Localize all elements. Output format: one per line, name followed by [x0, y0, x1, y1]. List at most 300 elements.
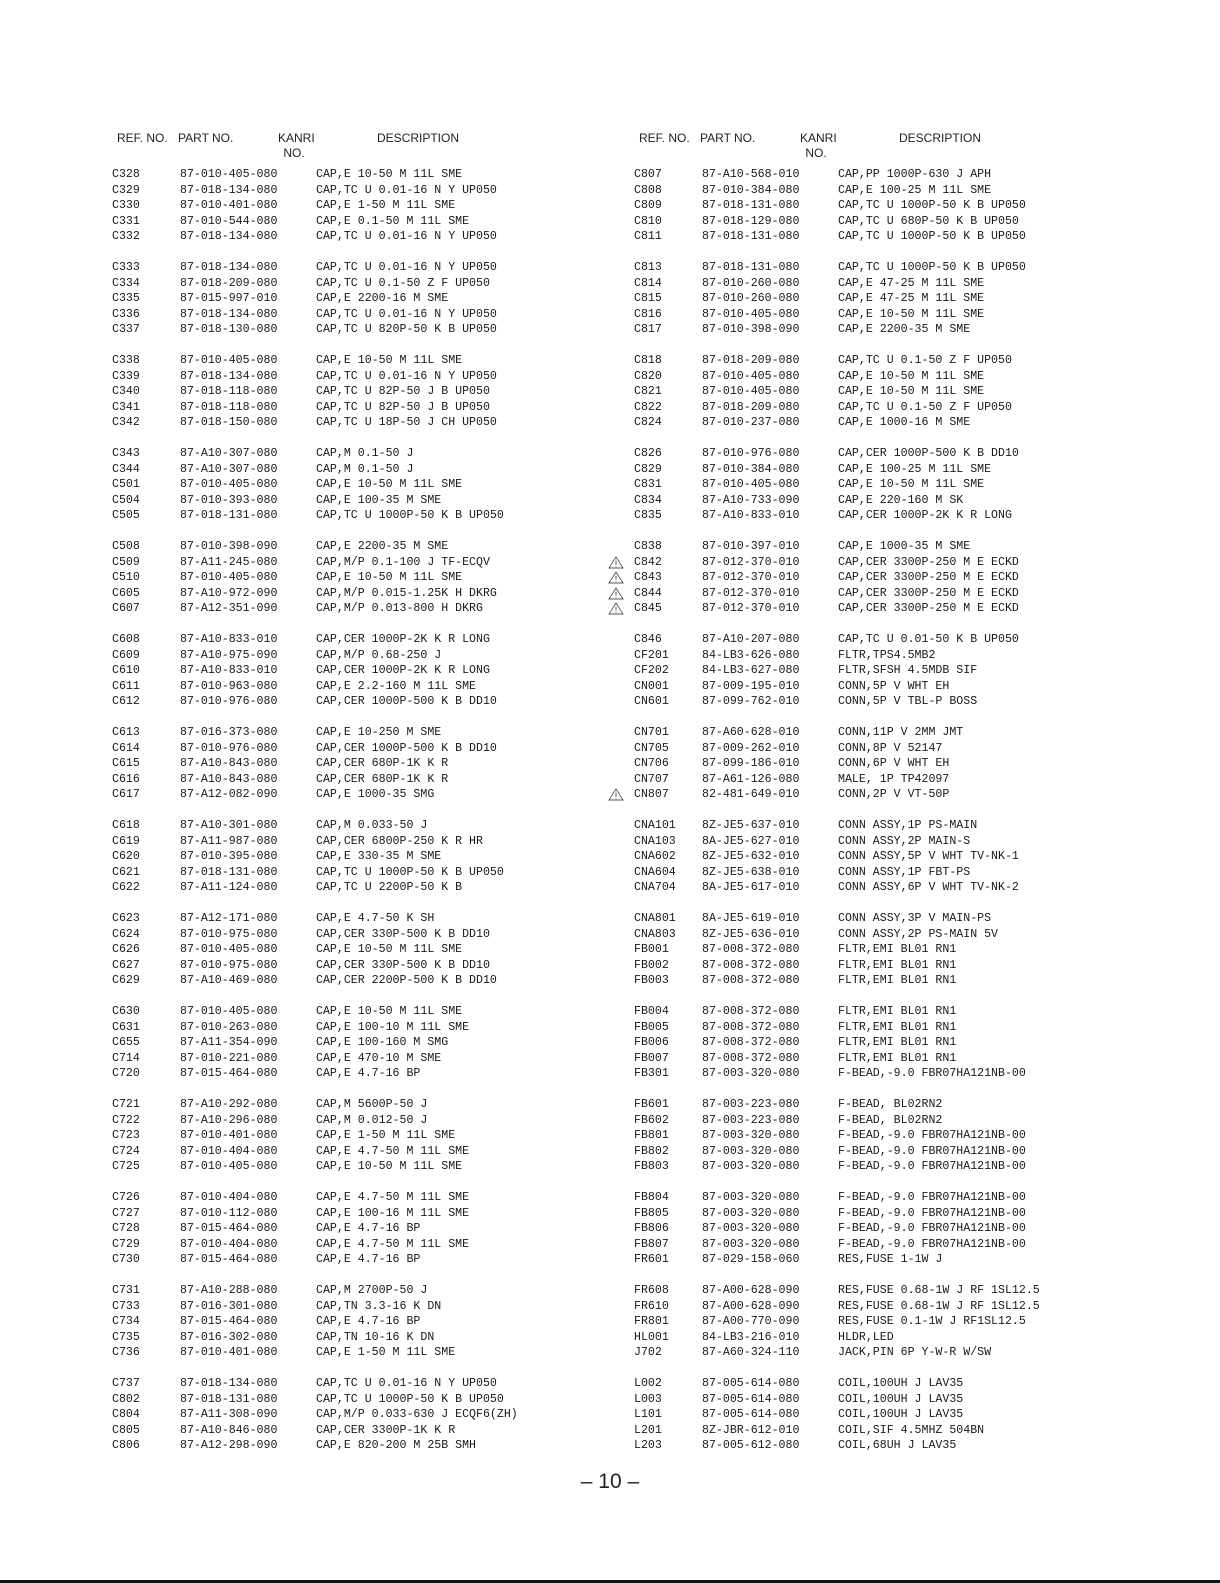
ref-no: C505 [112, 509, 140, 522]
part-no: 87-008-372-080 [702, 958, 800, 972]
part-no: 87-A10-833-010 [702, 509, 800, 522]
part-no: 87-010-405-080 [180, 168, 278, 181]
part-no: 87-010-405-080 [702, 369, 800, 383]
part-no: 87-A00-628-090 [702, 1299, 800, 1313]
parts-column-right [634, 131, 1114, 1469]
part-row [112, 353, 592, 369]
part-row [634, 834, 1114, 850]
part-row [112, 1113, 592, 1129]
header-description: DESCRIPTION [377, 131, 460, 145]
part-no: 87-010-397-010 [702, 540, 800, 553]
description: CAP,TC U 0.1-50 Z F UP050 [838, 400, 1012, 414]
parts-column-left [112, 131, 592, 1469]
part-no: 87-018-134-080 [180, 261, 278, 274]
description: RES,FUSE 0.68-1W J RF 1SL12.5 [838, 1299, 1040, 1313]
ref-no: C737 [112, 1377, 140, 1390]
part-row [634, 276, 1114, 292]
part-no: 87-A00-628-090 [702, 1284, 800, 1297]
part-row [634, 400, 1114, 416]
part-group [112, 353, 592, 431]
part-row [634, 787, 1114, 803]
ref-no: FB004 [634, 1005, 669, 1018]
part-no: 87-010-975-080 [180, 927, 278, 941]
part-no: 87-A12-351-090 [180, 602, 278, 615]
description: CAP,E 10-50 M 11L SME [838, 478, 985, 491]
description: F-BEAD,-9.0 FBR07HA121NB-00 [838, 1067, 1026, 1080]
ref-no: C624 [112, 927, 140, 941]
part-row [634, 601, 1114, 617]
part-no: 87-003-223-080 [702, 1098, 800, 1111]
part-group [112, 539, 592, 617]
part-row [634, 648, 1114, 664]
part-no: 87-A10-975-090 [180, 648, 278, 662]
description: F-BEAD,-9.0 FBR07HA121NB-00 [838, 1222, 1026, 1235]
part-no: 87-A00-770-090 [702, 1315, 800, 1328]
description: FLTR,TPS4.5MB2 [838, 648, 936, 662]
description: CAP,E 4.7-16 BP [316, 1253, 421, 1266]
part-no: 87-A11-245-080 [180, 555, 278, 569]
part-row [112, 1159, 592, 1175]
ref-no: C802 [112, 1392, 140, 1406]
ref-no: C822 [634, 400, 662, 414]
part-row [634, 353, 1114, 369]
part-row [634, 183, 1114, 199]
ref-no: FB007 [634, 1051, 669, 1065]
ref-no: C501 [112, 478, 140, 491]
ref-no: FB301 [634, 1067, 669, 1080]
ref-no: C655 [112, 1036, 140, 1049]
description: HLDR,LED [838, 1330, 894, 1344]
ref-no: C806 [112, 1439, 140, 1452]
description: FLTR,EMI BL01 RN1 [838, 1036, 957, 1049]
description: CAP,E 330-35 M SME [316, 850, 442, 863]
part-row [634, 849, 1114, 865]
part-no: 87-010-976-080 [180, 741, 278, 755]
part-row [634, 446, 1114, 462]
ref-no: C811 [634, 230, 662, 243]
part-group [112, 260, 592, 338]
description: CAP,TC U 1000P-50 K B UP050 [838, 199, 1026, 212]
part-no: 87-010-398-090 [702, 323, 800, 336]
part-row [112, 384, 592, 400]
warning-triangle-icon [608, 571, 624, 584]
ref-no: C509 [112, 555, 140, 569]
part-no: 87-010-237-080 [702, 416, 800, 429]
part-row [112, 1392, 592, 1408]
description: CONN ASSY,2P MAIN-S [838, 834, 971, 848]
ref-no: C729 [112, 1237, 140, 1251]
part-group [112, 632, 592, 710]
part-row [634, 756, 1114, 772]
part-group [112, 1283, 592, 1361]
part-row [112, 1190, 592, 1206]
parts-list-left [112, 167, 592, 1454]
description: JACK,PIN 6P Y-W-R W/SW [838, 1346, 992, 1359]
parts-list-right [634, 167, 1114, 1454]
ref-no: C722 [112, 1113, 140, 1127]
part-no: 87-009-262-010 [702, 741, 800, 755]
part-row [634, 462, 1114, 478]
ref-no: HL001 [634, 1330, 669, 1344]
header-part-no: PART NO. [178, 131, 234, 145]
ref-no: C613 [112, 726, 140, 739]
ref-no: C335 [112, 292, 140, 305]
ref-no: C727 [112, 1206, 140, 1220]
description: CAP,E 4.7-50 M 11L SME [316, 1191, 470, 1204]
part-row [112, 477, 592, 493]
part-group [634, 725, 1114, 803]
part-no: 84-LB3-216-010 [702, 1330, 800, 1344]
part-no: 87-010-976-080 [180, 695, 278, 708]
part-no: 87-099-186-010 [702, 757, 800, 770]
ref-no: CNA801 [634, 912, 676, 925]
part-no: 87-010-405-080 [702, 478, 800, 491]
part-row [112, 880, 592, 896]
part-no: 87-018-150-080 [180, 416, 278, 429]
description: CAP,E 100-25 M 11L SME [838, 462, 992, 476]
part-row [112, 694, 592, 710]
ref-no: C340 [112, 385, 140, 398]
part-row [634, 958, 1114, 974]
part-row [112, 741, 592, 757]
part-row [634, 1020, 1114, 1036]
part-no: 87-008-372-080 [702, 974, 800, 987]
description: F-BEAD,-9.0 FBR07HA121NB-00 [838, 1160, 1026, 1173]
column-header [634, 131, 1114, 167]
description: CAP,E 100-16 M 11L SME [316, 1206, 470, 1220]
ref-no: C820 [634, 369, 662, 383]
part-no: 87-018-131-080 [702, 230, 800, 243]
ref-no: CN001 [634, 679, 669, 693]
part-row [634, 942, 1114, 958]
part-no: 87-018-131-080 [702, 261, 800, 274]
ref-no: CNA103 [634, 834, 676, 848]
part-no: 87-018-131-080 [180, 509, 278, 522]
ref-no: C816 [634, 307, 662, 321]
part-row [112, 1035, 592, 1051]
header-kanri-no: NO. [283, 146, 305, 160]
part-no: 8Z-JE5-632-010 [702, 850, 800, 863]
description: CAP,E 10-50 M 11L SME [316, 1160, 463, 1173]
description: CAP,TC U 0.01-16 N Y UP050 [316, 1377, 497, 1390]
part-row [112, 493, 592, 509]
part-row [112, 772, 592, 788]
part-row [112, 958, 592, 974]
part-no: 87-003-320-080 [702, 1191, 800, 1204]
part-row [634, 322, 1114, 338]
part-no: 87-A10-843-080 [180, 757, 278, 770]
part-row [634, 415, 1114, 431]
ref-no: C714 [112, 1051, 140, 1065]
part-row [634, 1299, 1114, 1315]
ref-no: FB002 [634, 958, 669, 972]
part-row [634, 927, 1114, 943]
part-no: 87-009-195-010 [702, 679, 800, 693]
header-kanri [800, 131, 837, 161]
part-no: 87-010-221-080 [180, 1051, 278, 1065]
description: CAP,CER 6800P-250 K R HR [316, 834, 483, 848]
description: FLTR,EMI BL01 RN1 [838, 974, 957, 987]
part-no: 87-018-209-080 [702, 400, 800, 414]
description: CAP,TN 3.3-16 K DN [316, 1299, 442, 1313]
part-row [634, 586, 1114, 602]
part-no: 87-A10-972-090 [180, 586, 278, 600]
ref-no: C731 [112, 1284, 140, 1297]
ref-no: CNA604 [634, 865, 676, 879]
part-no: 87-010-405-080 [180, 943, 278, 956]
ref-no: C842 [634, 555, 662, 569]
ref-no: C618 [112, 819, 140, 832]
part-row [112, 911, 592, 927]
ref-no: C720 [112, 1067, 140, 1080]
part-group [634, 1283, 1114, 1361]
part-row [112, 508, 592, 524]
part-no: 87-003-320-080 [702, 1206, 800, 1220]
part-row [634, 694, 1114, 710]
part-no: 87-010-260-080 [702, 292, 800, 305]
part-row [634, 1392, 1114, 1408]
ref-no: C735 [112, 1330, 140, 1344]
part-no: 87-018-134-080 [180, 1377, 278, 1390]
ref-no: C616 [112, 772, 140, 786]
part-row [634, 818, 1114, 834]
ref-no: C838 [634, 540, 662, 553]
part-row [634, 508, 1114, 524]
ref-no: C845 [634, 602, 662, 615]
description: FLTR,EMI BL01 RN1 [838, 958, 957, 972]
part-row [634, 1314, 1114, 1330]
part-group [112, 1376, 592, 1454]
part-no: 87-010-405-080 [180, 1160, 278, 1173]
description: RES,FUSE 1-1W J [838, 1253, 943, 1266]
part-no: 87-A10-301-080 [180, 819, 278, 832]
description: CAP,TC U 0.01-16 N Y UP050 [316, 261, 497, 274]
ref-no: C508 [112, 540, 140, 553]
part-row [634, 1144, 1114, 1160]
description: CAP,E 47-25 M 11L SME [838, 292, 985, 305]
ref-no: C723 [112, 1129, 140, 1142]
description: CAP,E 1-50 M 11L SME [316, 199, 456, 212]
ref-no: C620 [112, 850, 140, 863]
ref-no: CNA704 [634, 881, 676, 894]
description: CAP,M/P 0.015-1.25K H DKRG [316, 586, 497, 600]
description: CAP,E 10-50 M 11L SME [316, 354, 463, 367]
ref-no: C725 [112, 1160, 140, 1173]
ref-no: FB801 [634, 1129, 669, 1142]
part-row [634, 1423, 1114, 1439]
part-row [112, 1066, 592, 1082]
part-no: 87-010-401-080 [180, 1346, 278, 1359]
part-no: 87-018-131-080 [702, 199, 800, 212]
ref-no: C807 [634, 168, 662, 181]
part-no: 87-010-405-080 [180, 1005, 278, 1018]
description: CAP,M 2700P-50 J [316, 1284, 428, 1297]
ref-no: C805 [112, 1423, 140, 1437]
description: CONN,6P V WHT EH [838, 757, 950, 770]
description: CONN ASSY,5P V WHT TV-NK-1 [838, 850, 1019, 863]
part-no: 87-A10-207-080 [702, 633, 800, 646]
part-group [634, 632, 1114, 710]
ref-no: C504 [112, 493, 140, 507]
warning-triangle-icon [608, 788, 624, 801]
description: CAP,E 10-50 M 11L SME [838, 385, 985, 398]
part-no: 87-A10-469-080 [180, 974, 278, 987]
ref-no: FR801 [634, 1315, 669, 1328]
description: CAP,CER 3300P-1K K R [316, 1423, 456, 1437]
description: CAP,TC U 0.1-50 Z F UP050 [316, 276, 490, 290]
description: CAP,E 1-50 M 11L SME [316, 1129, 456, 1142]
part-no: 87-012-370-010 [702, 602, 800, 615]
part-row [112, 756, 592, 772]
part-no: 87-099-762-010 [702, 695, 800, 708]
part-row [634, 1035, 1114, 1051]
ref-no: L002 [634, 1377, 662, 1390]
column-header [112, 131, 592, 167]
part-no: 87-012-370-010 [702, 555, 800, 569]
part-no: 87-A12-298-090 [180, 1439, 278, 1452]
ref-no: C630 [112, 1005, 140, 1018]
ref-no: FB805 [634, 1206, 669, 1220]
part-row [634, 1206, 1114, 1222]
description: CAP,E 100-25 M 11L SME [838, 183, 992, 197]
part-group [634, 1004, 1114, 1082]
part-no: 87-A10-833-010 [180, 664, 278, 677]
part-no: 87-010-404-080 [180, 1237, 278, 1251]
part-no: 87-018-134-080 [180, 307, 278, 321]
part-row [634, 679, 1114, 695]
ref-no: FB601 [634, 1098, 669, 1111]
part-row [634, 214, 1114, 230]
ref-no: L101 [634, 1408, 662, 1421]
description: CAP,M/P 0.68-250 J [316, 648, 442, 662]
ref-no: FB802 [634, 1144, 669, 1158]
description: CAP,E 10-50 M 11L SME [316, 571, 463, 584]
ref-no: C826 [634, 447, 662, 460]
part-row [634, 291, 1114, 307]
description: CAP,E 0.1-50 M 11L SME [316, 214, 470, 228]
part-no: 87-016-302-080 [180, 1330, 278, 1344]
description: CAP,E 2200-35 M SME [838, 323, 971, 336]
part-no: 87-A10-846-080 [180, 1423, 278, 1437]
part-group [634, 260, 1114, 338]
part-no: 87-018-134-080 [180, 230, 278, 243]
part-row [112, 679, 592, 695]
description: CAP,CER 3300P-250 M E ECKD [838, 602, 1019, 615]
ref-no: FB003 [634, 974, 669, 987]
ref-no: CN601 [634, 695, 669, 708]
part-row [112, 1252, 592, 1268]
part-row [112, 632, 592, 648]
page-number: – 10 – [580, 1470, 640, 1493]
description: CAP,E 10-50 M 11L SME [316, 168, 463, 181]
part-no: 87-010-398-090 [180, 540, 278, 553]
ref-no: C730 [112, 1253, 140, 1266]
ref-no: C329 [112, 183, 140, 197]
ref-no: C330 [112, 199, 140, 212]
warning-triangle-icon [608, 602, 624, 615]
part-no: 87-005-612-080 [702, 1439, 800, 1452]
part-row [112, 1423, 592, 1439]
description: F-BEAD, BL02RN2 [838, 1113, 943, 1127]
description: FLTR,EMI BL01 RN1 [838, 1051, 957, 1065]
description: CONN,2P V VT-50P [838, 788, 950, 801]
part-no: 8Z-JE5-636-010 [702, 927, 800, 941]
description: CAP,M 5600P-50 J [316, 1098, 428, 1111]
part-row [112, 1330, 592, 1346]
part-no: 87-010-263-080 [180, 1020, 278, 1034]
part-row [112, 1283, 592, 1299]
description: CAP,E 2.2-160 M 11L SME [316, 679, 477, 693]
part-row [112, 942, 592, 958]
description: CONN,5P V WHT EH [838, 679, 950, 693]
part-row [112, 446, 592, 462]
description: CAP,E 1000-35 M SME [838, 540, 971, 553]
description: CAP,CER 1000P-2K K R LONG [316, 664, 490, 677]
part-no: 87-010-404-080 [180, 1144, 278, 1158]
description: CAP,E 47-25 M 11L SME [838, 276, 985, 290]
ref-no: CN707 [634, 772, 669, 786]
ref-no: FB803 [634, 1160, 669, 1173]
part-row [112, 601, 592, 617]
ref-no: C824 [634, 416, 662, 429]
description: CAP,E 10-50 M 11L SME [838, 369, 985, 383]
description: CAP,TC U 2200P-50 K B [316, 881, 463, 894]
part-row [634, 1345, 1114, 1361]
part-row [634, 307, 1114, 323]
ref-no: FR608 [634, 1284, 669, 1297]
part-group [634, 1097, 1114, 1175]
part-no: 87-008-372-080 [702, 943, 800, 956]
part-row [634, 570, 1114, 586]
part-no: 87-003-320-080 [702, 1129, 800, 1142]
description: CAP,CER 330P-500 K B DD10 [316, 958, 490, 972]
ref-no: C846 [634, 633, 662, 646]
description: CAP,E 10-50 M 11L SME [316, 478, 463, 491]
part-row [634, 1252, 1114, 1268]
ref-no: C728 [112, 1222, 140, 1235]
description: CAP,M 0.1-50 J [316, 447, 414, 460]
description: F-BEAD,-9.0 FBR07HA121NB-00 [838, 1206, 1026, 1220]
description: CAP,CER 1000P-500 K B DD10 [316, 741, 497, 755]
ref-no: C617 [112, 788, 140, 801]
ref-no: CN706 [634, 757, 669, 770]
ref-no: C621 [112, 865, 140, 879]
part-no: 8Z-JE5-638-010 [702, 865, 800, 879]
ref-no: C510 [112, 571, 140, 584]
description: CAP,TC U 82P-50 J B UP050 [316, 385, 490, 398]
part-no: 87-010-393-080 [180, 493, 278, 507]
part-group [634, 1376, 1114, 1454]
description: CAP,M 0.1-50 J [316, 462, 414, 476]
part-row [112, 183, 592, 199]
description: F-BEAD, BL02RN2 [838, 1098, 943, 1111]
part-row [634, 1128, 1114, 1144]
ref-no: C336 [112, 307, 140, 321]
part-row [112, 927, 592, 943]
part-no: 87-010-384-080 [702, 462, 800, 476]
description: CAP,E 10-250 M SME [316, 726, 442, 739]
part-no: 87-029-158-060 [702, 1253, 800, 1266]
description: CAP,E 2200-16 M SME [316, 292, 449, 305]
ref-no: C813 [634, 261, 662, 274]
part-no: 87-A60-324-110 [702, 1346, 800, 1359]
ref-no: FB804 [634, 1191, 669, 1204]
part-no: 87-018-118-080 [180, 385, 278, 398]
description: CAP,TC U 1000P-50 K B UP050 [316, 509, 504, 522]
part-no: 87-A11-987-080 [180, 834, 278, 848]
ref-no: C629 [112, 974, 140, 987]
ref-no: C834 [634, 493, 662, 507]
